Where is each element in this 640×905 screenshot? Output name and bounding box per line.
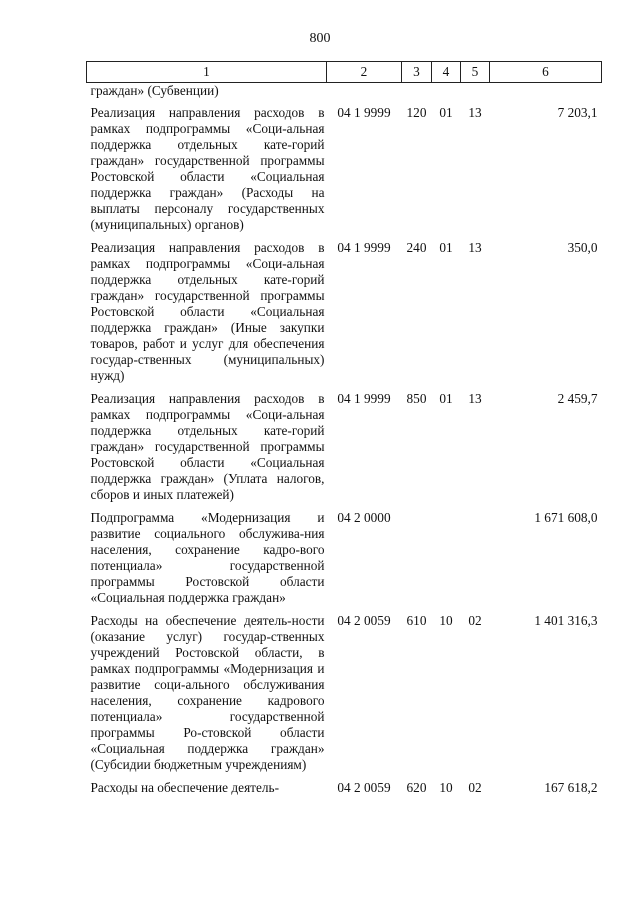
expense-type-code: 120	[406, 105, 427, 120]
section-code: 01	[439, 105, 453, 120]
amount-value: 350,0	[567, 240, 598, 255]
subsection-code: 13	[468, 391, 482, 406]
row-description: Реализация направления расходов в рамках подпрограммы «Соци-альная поддержка отдельных кате-горий граждан» государственной программы Ростовской области «Социальная поддержка граждан» (Уплата налогов, сборов и иных платежей)	[90, 391, 325, 502]
subsection-code: 13	[468, 105, 482, 120]
amount-value: 7 203,1	[557, 105, 598, 120]
table-row	[87, 391, 602, 510]
budget-table	[86, 61, 602, 803]
target-article-code: 04 1 9999	[337, 240, 391, 255]
table-body	[87, 83, 602, 804]
subsection-code	[461, 83, 490, 106]
section-code	[432, 83, 461, 106]
table-row	[87, 240, 602, 391]
amount-value: 1 401 316,3	[534, 613, 598, 628]
column-header: 4	[432, 62, 461, 83]
section-code: 10	[439, 780, 453, 795]
target-article-code: 04 2 0059	[337, 613, 391, 628]
column-header: 1	[87, 62, 327, 83]
expense-type-code: 850	[406, 391, 427, 406]
section-code: 01	[439, 391, 453, 406]
subsection-code	[461, 510, 490, 613]
expense-type-code: 610	[406, 613, 427, 628]
target-article-code: 04 2 0000	[337, 510, 391, 525]
target-article-code	[327, 83, 402, 106]
amount-value: 167 618,2	[544, 780, 598, 795]
row-description: Реализация направления расходов в рамках подпрограммы «Соци-альная поддержка отдельных кате-горий граждан» государственной программы Ростовской области «Социальная поддержка граждан» (Расходы на выплаты персоналу государственных (муниципальных) органов)	[90, 105, 325, 232]
table-header-row	[87, 62, 602, 83]
section-code	[432, 510, 461, 613]
subsection-code: 02	[468, 780, 482, 795]
row-description: Расходы на обеспечение деятель-	[90, 780, 280, 795]
amount-value: 2 459,7	[557, 391, 598, 406]
page-number: 800	[309, 31, 331, 46]
subsection-code: 13	[468, 240, 482, 255]
target-article-code: 04 2 0059	[337, 780, 391, 795]
row-description: Реализация направления расходов в рамках подпрограммы «Соци-альная поддержка отдельных кате-горий граждан» государственной программы Ростовской области «Социальная поддержка граждан» (Иные закупки товаров, работ и услуг для обеспечения государ-ственных (муниципальных) нужд)	[90, 240, 325, 383]
amount-value: 1 671 608,0	[534, 510, 598, 525]
expense-type-code	[402, 83, 432, 106]
section-code: 10	[439, 613, 453, 628]
column-header: 2	[327, 62, 402, 83]
table-row	[87, 510, 602, 613]
row-description: граждан» (Субвенции)	[90, 83, 219, 98]
expense-type-code: 240	[406, 240, 427, 255]
section-code: 01	[439, 240, 453, 255]
target-article-code: 04 1 9999	[337, 391, 391, 406]
column-header: 6	[490, 62, 602, 83]
column-header: 5	[461, 62, 490, 83]
row-description: Подпрограмма «Модернизация и развитие социального обслужива-ния населения, сохранение кадро-вого потенциала» государственной программы Ростовской области «Социальная поддержка граждан»	[90, 510, 325, 605]
table-row	[87, 83, 602, 106]
amount-value	[490, 83, 602, 106]
table-row	[87, 780, 602, 803]
subsection-code: 02	[468, 613, 482, 628]
target-article-code: 04 1 9999	[337, 105, 391, 120]
table-row	[87, 105, 602, 240]
expense-type-code: 620	[406, 780, 427, 795]
table-row	[87, 613, 602, 780]
row-description: Расходы на обеспечение деятель-ности (оказание услуг) государ-ственных учреждений Ростовской области, в рамках подпрограммы «Модернизация и развитие соци-ального обслуживания населения, сохранение кадрового потенциала» государственной программы Ро-стовской области «Социальная поддержка граждан» (Субсидии бюджетным учреждениям)	[90, 613, 325, 772]
column-header: 3	[402, 62, 432, 83]
expense-type-code	[402, 510, 432, 613]
